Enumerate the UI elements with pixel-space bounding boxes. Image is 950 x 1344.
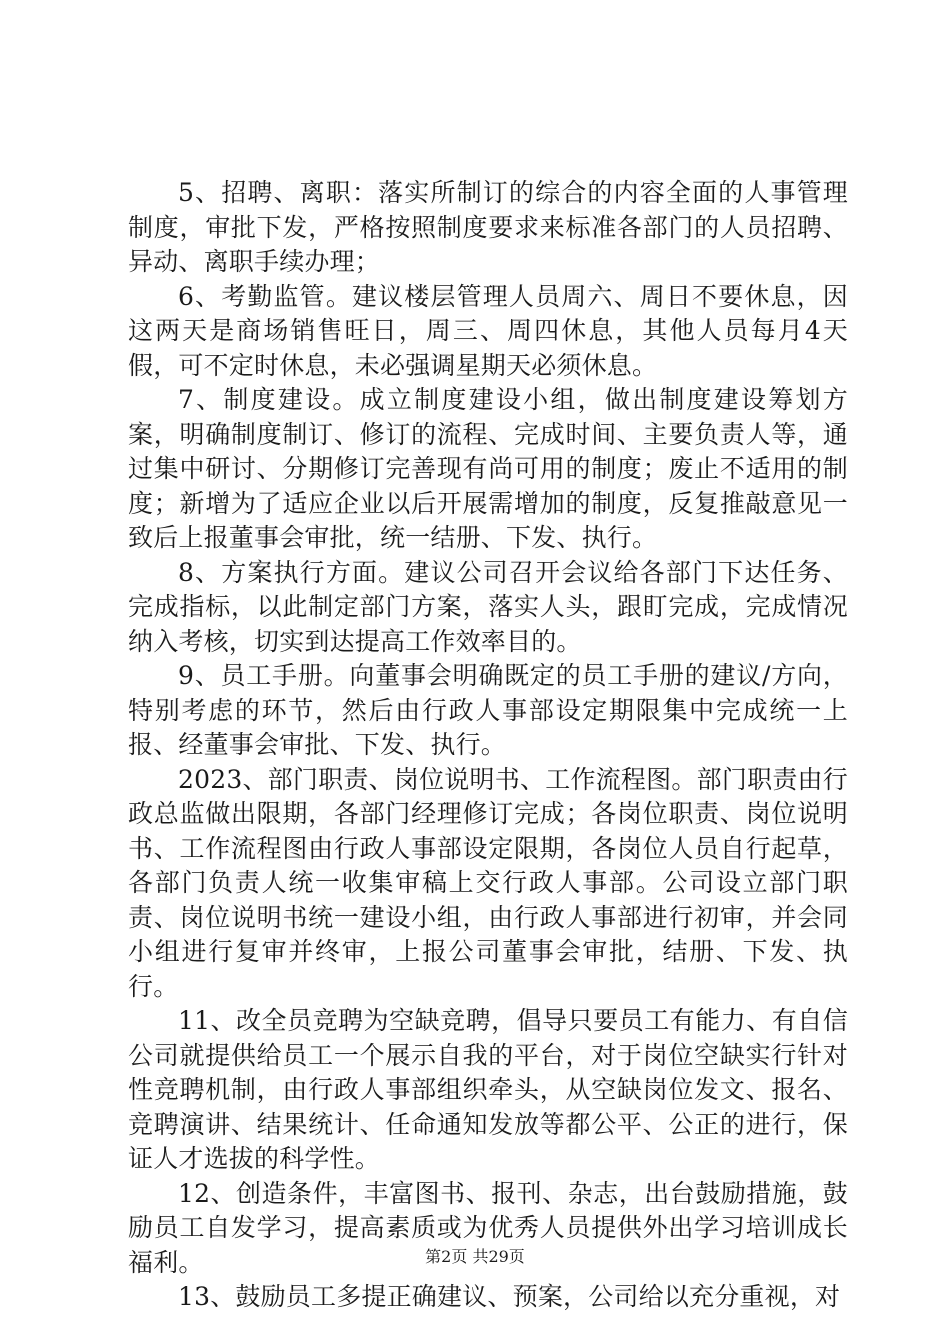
paragraph-11: 11、改全员竞聘为空缺竞聘，倡导只要员工有能力、有自信公司就提供给员工一个展示自我的平台，对于岗位空缺实行针对性竞聘机制，由行政人事部组织牵头，从空缺岗位发文、报名、竞聘演讲、结果统计、任命通知发放等都公平、公正的进行，保证人才选拔的科学性。 [128, 1006, 848, 1173]
paragraph-5: 5、招聘、离职：落实所制订的综合的内容全面的人事管理制度，审批下发，严格按照制度要求来标准各部门的人员招聘、异动、离职手续办理； [128, 178, 848, 276]
paragraph-9: 9、员工手册。向董事会明确既定的员工手册的建议/方向，特别考虑的环节，然后由行政人事部设定期限集中完成统一上报、经董事会审批、下发、执行。 [128, 661, 848, 759]
page-number-footer: 第2页 共29页 [425, 1247, 525, 1266]
paragraph-13: 13、鼓励员工多提正确建议、预案，公司给以充分重视，对 [178, 1282, 841, 1311]
paragraph-12: 12、创造条件，丰富图书、报刊、杂志，出台鼓励措施，鼓励员工自发学习，提高素质或为优秀人员提供外出学习培训成长福利。 [128, 1178, 848, 1277]
document-body [128, 176, 848, 1315]
paragraph-8: 8、方案执行方面。建议公司召开会议给各部门下达任务、完成指标，以此制定部门方案，落实人头，跟盯完成，完成情况纳入考核，切实到达提高工作效率目的。 [128, 557, 848, 656]
paragraph-7: 7、制度建设。成立制度建设小组，做出制度建设筹划方案，明确制度制订、修订的流程、完成时间、主要负责人等，通过集中研讨、分期修订完善现有尚可用的制度；废止不适用的制度；新增为了适应企业以后开展需增加的制度，反复推敲意见一致后上报董事会审批，统一结册、下发、执行。 [128, 385, 848, 552]
paragraph-10: 2023、部门职责、岗位说明书、工作流程图。部门职责由行政总监做出限期，各部门经理修订完成；各岗位职责、岗位说明书、工作流程图由行政人事部设定限期，各岗位人员自行起草，各部门负责人统一收集审稿上交行政人事部。公司设立部门职责、岗位说明书统一建设小组，由行政人事部进行初审，并会同小组进行复审并终审，上报公司董事会审批，结册、下发、执行。 [128, 764, 848, 1001]
paragraph-6: 6、考勤监管。建议楼层管理人员周六、周日不要休息，因这两天是商场销售旺日，周三、周四休息，其他人员每月4天假，可不定时休息，未必强调星期天必须休息。 [128, 281, 848, 380]
